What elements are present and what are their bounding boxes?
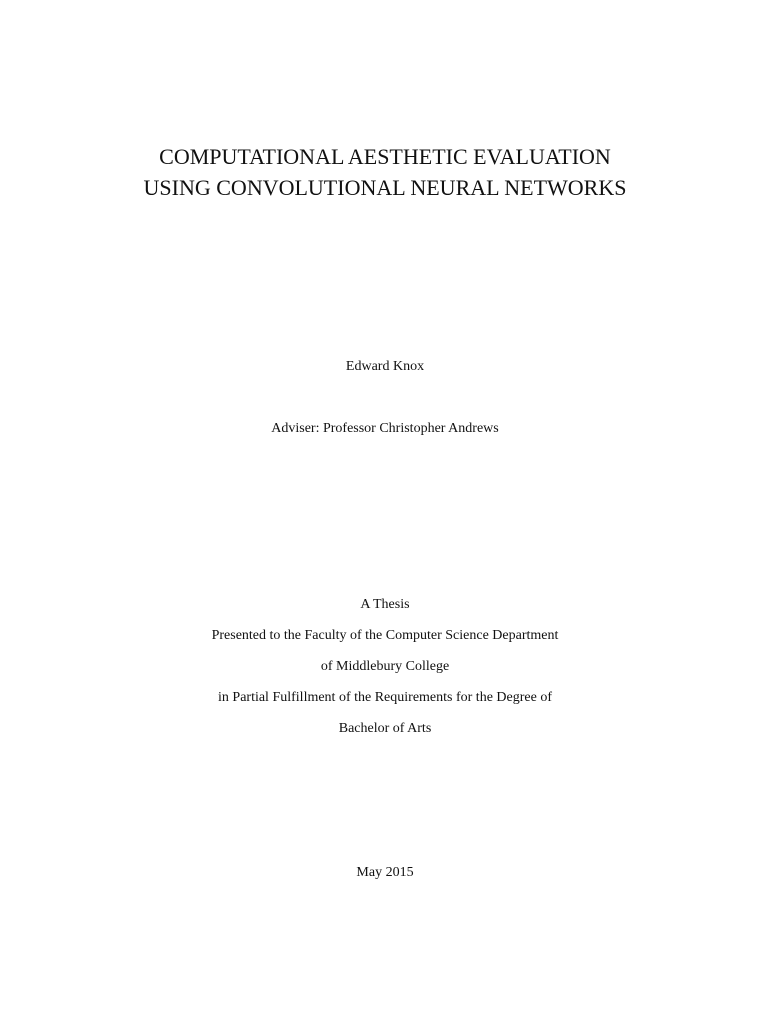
submission-line-3: of Middlebury College — [320, 659, 450, 674]
thesis-title-line-2: USING CONVOLUTIONAL NEURAL NETWORKS — [143, 175, 627, 200]
thesis-title-line-1: COMPUTATIONAL AESTHETIC EVALUATION — [159, 144, 611, 169]
degree-name: Bachelor of Arts — [338, 721, 432, 736]
submission-line-2: Presented to the Faculty of the Computer Science Department — [211, 628, 559, 643]
author-name: Edward Knox — [345, 359, 425, 374]
document-type: A Thesis — [360, 597, 410, 612]
submission-line-4: in Partial Fulfillment of the Requirements for the Degree of — [218, 690, 552, 705]
adviser-line: Adviser: Professor Christopher Andrews — [271, 421, 499, 436]
submission-date: May 2015 — [356, 865, 414, 880]
